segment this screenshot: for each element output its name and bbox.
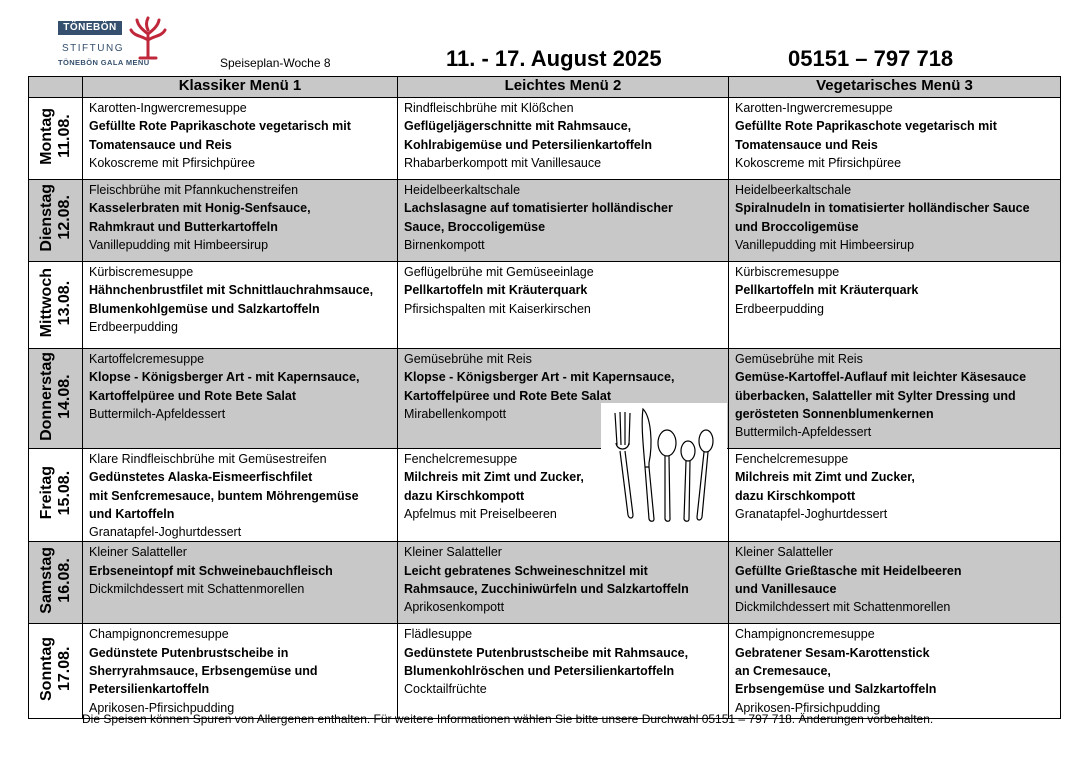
day-cell (29, 349, 83, 449)
main-dish-line: Erbsengemüse und Salzkartoffeln (735, 682, 937, 697)
side-dish-line: Fenchelcremesuppe (735, 452, 849, 466)
day-name: Montag (37, 107, 55, 165)
day-cell (29, 180, 83, 262)
main-dish-line: Blumenkohlröschen und Petersilienkartoffeln (404, 664, 675, 679)
side-dish-line: Kleiner Salatteller (404, 545, 502, 560)
main-dish-line: Gedünstete Putenbrustscheibe mit Rahmsauce, (404, 645, 689, 660)
menu-cell (398, 180, 729, 262)
menu-cell (398, 624, 729, 719)
side-dish-line: Kürbiscremesuppe (89, 265, 194, 279)
side-dish-line: Mirabellenkompott (404, 406, 507, 421)
side-dish-line: Gemüsebrühe mit Reis (735, 352, 863, 366)
side-dish-line: Aprikosenkompott (404, 600, 505, 615)
main-dish-line: an Cremesauce, (735, 664, 831, 679)
main-dish-line: Geflügeljägerschnitte mit Rahmsauce, (404, 119, 632, 134)
day-row (29, 180, 1061, 262)
main-dish-line: gerösteten Sonnenblumenkernen (735, 406, 934, 421)
main-dish-line: Milchreis mit Zimt und Zucker, (735, 470, 915, 485)
main-dish-line: Sherryrahmsauce, Erbsengemüse und (89, 664, 318, 679)
menu-cell (398, 98, 729, 180)
main-dish-line: Milchreis mit Zimt und Zucker, (404, 470, 584, 485)
day-date: 11.08. (55, 114, 73, 158)
day-name: Mittwoch (37, 267, 55, 338)
column-header: Leichtes Menü 2 (398, 77, 729, 98)
main-dish-line: und Kartoffeln (89, 506, 175, 521)
main-dish-line: Petersilienkartoffeln (89, 682, 210, 697)
day-name: Dienstag (37, 184, 55, 252)
day-row (29, 449, 1061, 542)
side-dish-line: Kleiner Salatteller (735, 545, 833, 560)
main-dish-line: und Vanillesauce (735, 582, 837, 597)
day-label (38, 352, 74, 441)
corner-cell (29, 77, 83, 98)
side-dish-line: Karotten-Ingwercremesuppe (89, 101, 247, 115)
main-dish-line: Kartoffelpüree und Rote Bete Salat (89, 388, 296, 403)
side-dish-line: Karotten-Ingwercremesuppe (735, 101, 893, 115)
side-dish-line: Kleiner Salatteller (89, 545, 187, 560)
main-dish-line: Sauce, Broccoligemüse (404, 219, 546, 234)
day-name: Freitag (37, 466, 55, 520)
day-row (29, 542, 1061, 624)
day-date: 12.08. (55, 195, 73, 241)
main-dish-line: dazu Kirschkompott (735, 488, 856, 503)
menu-table-header (29, 77, 1061, 98)
side-dish-line: Rindfleischbrühe mit Klößchen (404, 101, 574, 115)
side-dish-line: Heidelbeerkaltschale (735, 183, 852, 197)
side-dish-line: Kartoffelcremesuppe (89, 352, 205, 366)
main-dish-line: Hähnchenbrustfilet mit Schnittlauchrahmsauce, (89, 283, 374, 298)
day-label (38, 184, 74, 252)
day-cell (29, 624, 83, 719)
day-cell (29, 542, 83, 624)
side-dish-line: Erdbeerpudding (735, 301, 824, 316)
day-name: Donnerstag (37, 351, 55, 441)
side-dish-line: Flädlesuppe (404, 627, 473, 642)
menu-cell (729, 624, 1061, 719)
side-dish-line: Aprikosen-Pfirsichpudding (89, 700, 235, 715)
side-dish-line: Dickmilchdessert mit Schattenmorellen (89, 582, 305, 597)
menu-cell (729, 98, 1061, 180)
allergen-footer: Die Speisen können Spuren von Allergenen enthalten. Für weitere Informationen wählen Sie bitte unsere Durchwahl 05151 – 797 718. Änderungen vorbehalten. (82, 712, 934, 726)
day-label (38, 268, 74, 337)
menu-cell (83, 449, 398, 542)
menu-table (28, 76, 1061, 719)
day-date: 15.08. (55, 470, 73, 515)
side-dish-line: Kürbiscremesuppe (735, 265, 840, 279)
day-row (29, 624, 1061, 719)
side-dish-line: Buttermilch-Apfeldessert (735, 425, 872, 440)
main-dish-line: Spiralnudeln in tomatisierter holländischer Sauce (735, 201, 1030, 216)
side-dish-line: Klare Rindfleischbrühe mit Gemüsestreifen (89, 452, 327, 466)
side-dish-line: Kokoscreme mit Pfirsichpüree (89, 155, 256, 170)
side-dish-line: Vanillepudding mit Himbeersirup (735, 237, 915, 252)
day-date: 14.08. (55, 373, 73, 419)
menu-cell (83, 180, 398, 262)
day-name: Samstag (37, 547, 55, 614)
main-dish-line: Tomatensauce und Reis (735, 137, 878, 152)
cutlery-icon (601, 403, 727, 529)
side-dish-line: Granatapfel-Joghurtdessert (89, 525, 242, 540)
day-label (38, 547, 74, 614)
tree-logo-icon (128, 16, 168, 60)
day-date: 17.08. (55, 646, 73, 692)
side-dish-line: Birnenkompott (404, 237, 485, 252)
day-date: 16.08. (55, 558, 73, 603)
main-dish-line: Klopse - Königsberger Art - mit Kapernsauce, (404, 370, 675, 385)
menu-cell (398, 542, 729, 624)
side-dish-line: Champignoncremesuppe (89, 627, 229, 642)
day-cell (29, 262, 83, 349)
main-dish-line: Gedünstetes Alaska-Eismeerfischfilet (89, 470, 313, 485)
main-dish-line: Tomatensauce und Reis (89, 137, 232, 152)
main-dish-line: Erbseneintopf mit Schweinebauchfleisch (89, 563, 333, 578)
main-dish-line: und Broccoligemüse (735, 219, 859, 234)
main-dish-line: Leicht gebratenes Schweineschnitzel mit (404, 563, 648, 578)
menu-cell (729, 262, 1061, 349)
phone-number: 05151 – 797 718 (788, 46, 954, 71)
menu-cell (83, 98, 398, 180)
menu-cell (83, 262, 398, 349)
main-dish-line: Gedünstete Putenbrustscheibe in (89, 645, 289, 660)
main-dish-line: Rahmsauce, Zucchiniwürfeln und Salzkartoffeln (404, 582, 689, 597)
menu-cell (83, 542, 398, 624)
side-dish-line: Heidelbeerkaltschale (404, 183, 521, 197)
menu-cell (83, 349, 398, 449)
side-dish-line: Champignoncremesuppe (735, 627, 875, 642)
cutlery-illustration (601, 403, 727, 529)
main-dish-line: Rahmkraut und Butterkartoffeln (89, 219, 278, 234)
day-cell (29, 98, 83, 180)
main-dish-line: Pellkartoffeln mit Kräuterquark (735, 283, 919, 298)
column-header: Vegetarisches Menü 3 (729, 77, 1061, 98)
side-dish-line: Gemüsebrühe mit Reis (404, 352, 532, 366)
main-dish-line: Gefüllte Grießtasche mit Heidelbeeren (735, 563, 962, 578)
side-dish-line: Vanillepudding mit Himbeersirup (89, 237, 269, 252)
side-dish-line: Pfirsichspalten mit Kaiserkirschen (404, 301, 591, 316)
day-label (38, 466, 74, 519)
main-dish-line: Lachslasagne auf tomatisierter holländischer (404, 201, 673, 216)
menu-cell (729, 180, 1061, 262)
side-dish-line: Rhabarberkompott mit Vanillesauce (404, 155, 602, 170)
week-label: Speiseplan-Woche 8 (220, 56, 331, 70)
side-dish-line: Fenchelcremesuppe (404, 452, 518, 466)
main-dish-line: Gebratener Sesam-Karottenstick (735, 645, 930, 660)
side-dish-line: Fleischbrühe mit Pfannkuchenstreifen (89, 183, 299, 197)
side-dish-line: Kokoscreme mit Pfirsichpüree (735, 155, 902, 170)
menu-cell (83, 624, 398, 719)
main-dish-line: Kasselerbraten mit Honig-Senfsauce, (89, 201, 311, 216)
day-date: 13.08. (55, 280, 73, 325)
side-dish-line: Cocktailfrüchte (404, 682, 487, 697)
main-dish-line: Kohlrabigemüse und Petersilienkartoffeln (404, 137, 652, 152)
main-dish-line: überbacken, Salatteller mit Sylter Dressing und (735, 388, 1016, 403)
side-dish-line: Dickmilchdessert mit Schattenmorellen (735, 600, 951, 615)
main-dish-line: dazu Kirschkompott (404, 488, 525, 503)
logo-gala-text: TÖNEBÖN GALA MENÜ (58, 58, 150, 67)
day-label (38, 637, 74, 701)
main-dish-line: Gefüllte Rote Paprikaschote vegetarisch mit (89, 119, 351, 134)
main-dish-line: Blumenkohlgemüse und Salzkartoffeln (89, 301, 320, 316)
side-dish-line: Buttermilch-Apfeldessert (89, 406, 226, 421)
tonebon-logo (58, 16, 178, 74)
logo-sub-text: STIFTUNG (62, 43, 124, 54)
day-row (29, 98, 1061, 180)
menu-cell (729, 449, 1061, 542)
logo-top-text: TÖNEBÖN (58, 21, 122, 35)
day-cell (29, 449, 83, 542)
menu-cell (398, 262, 729, 349)
menu-cell (729, 349, 1061, 449)
side-dish-line: Granatapfel-Joghurtdessert (735, 506, 888, 521)
main-dish-line: Gefüllte Rote Paprikaschote vegetarisch mit (735, 119, 997, 134)
side-dish-line: Erdbeerpudding (89, 319, 178, 334)
side-dish-line: Apfelmus mit Preiselbeeren (404, 506, 557, 521)
main-dish-line: Gemüse-Kartoffel-Auflauf mit leichter Käsesauce (735, 370, 1027, 385)
side-dish-line: Aprikosen-Pfirsichpudding (735, 700, 881, 715)
day-row (29, 262, 1061, 349)
date-range: 11. - 17. August 2025 (446, 46, 662, 71)
day-row (29, 349, 1061, 449)
main-dish-line: Kartoffelpüree und Rote Bete Salat (404, 388, 611, 403)
side-dish-line: Geflügelbrühe mit Gemüseeinlage (404, 265, 594, 279)
main-dish-line: mit Senfcremesauce, buntem Möhrengemüse (89, 488, 359, 503)
day-name: Sonntag (37, 636, 55, 701)
column-header: Klassiker Menü 1 (83, 77, 398, 98)
main-dish-line: Klopse - Königsberger Art - mit Kapernsauce, (89, 370, 360, 385)
day-label (38, 108, 74, 165)
menu-cell (729, 542, 1061, 624)
main-dish-line: Pellkartoffeln mit Kräuterquark (404, 283, 588, 298)
